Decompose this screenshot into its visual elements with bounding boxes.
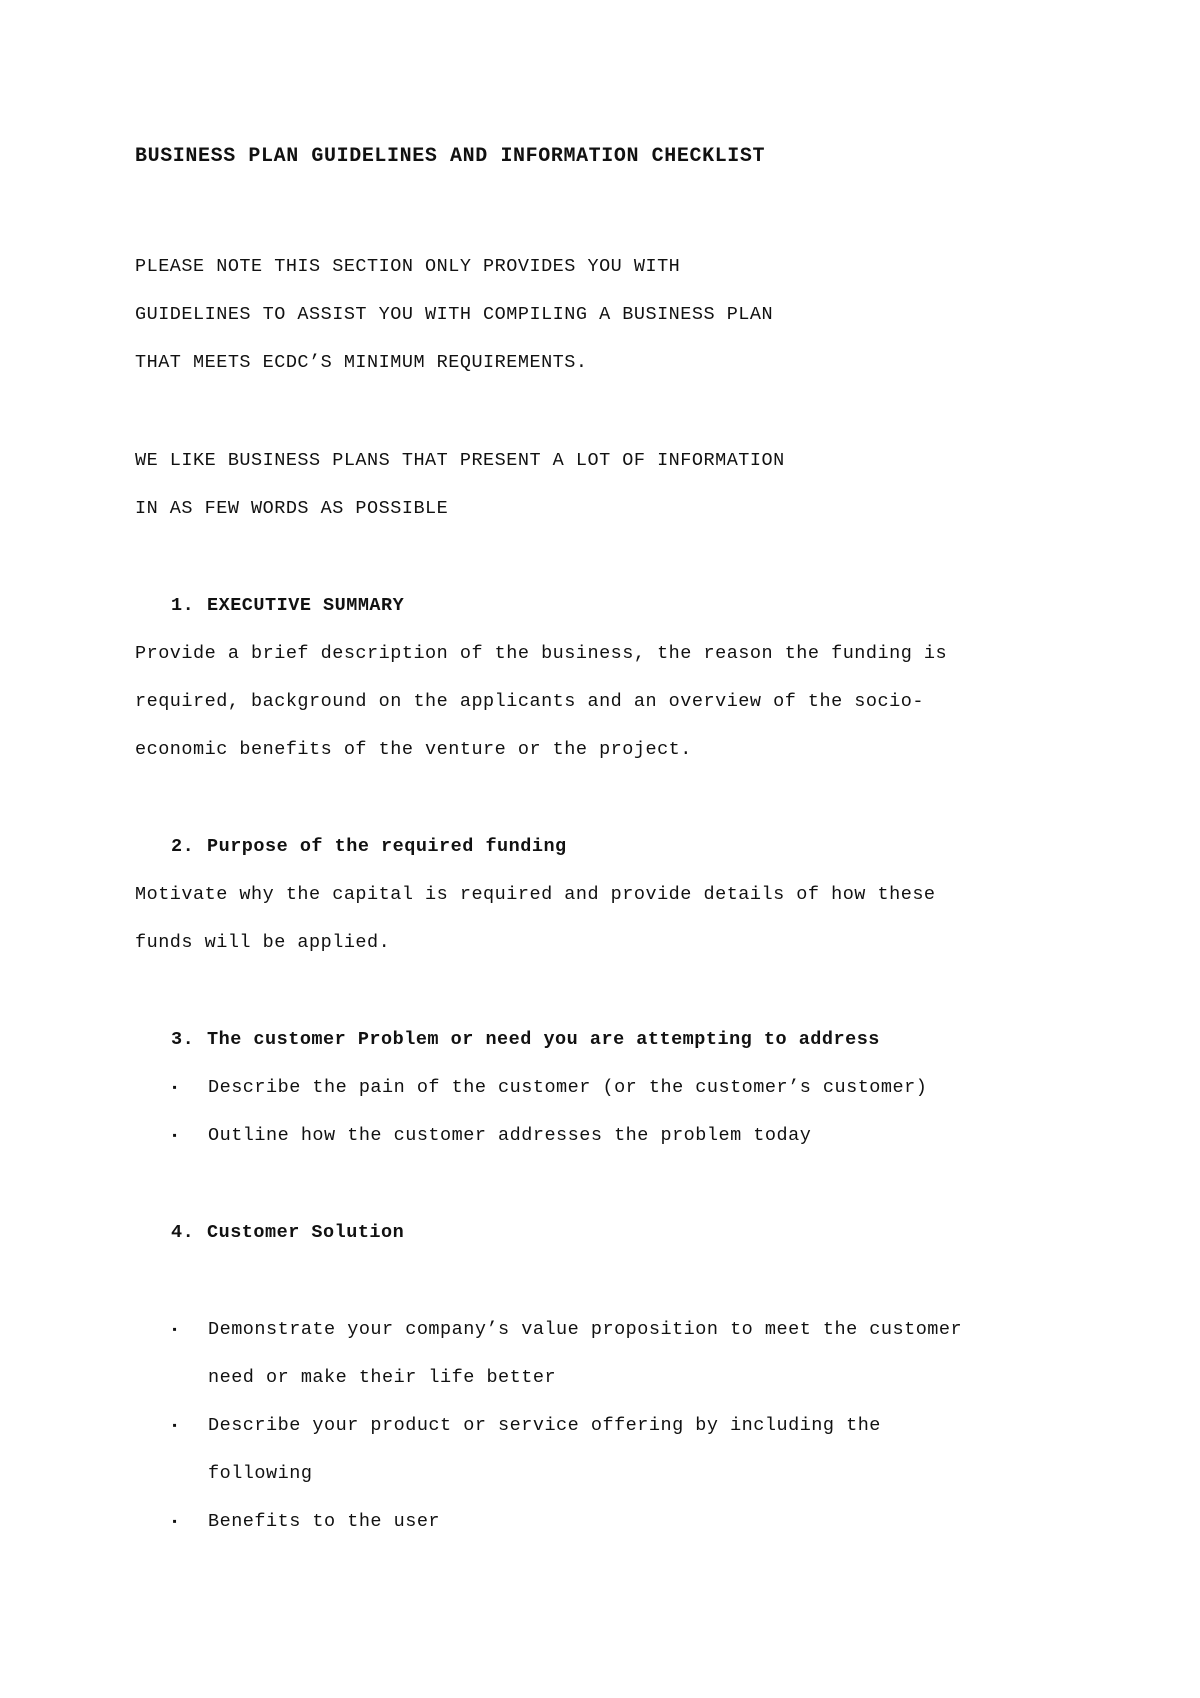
list-item-text: Describe your product or service offering by including the <box>208 1415 881 1436</box>
bullet-icon: ▪ <box>171 1323 179 1337</box>
section-number: 3. <box>171 1029 195 1050</box>
bullet-icon: ▪ <box>171 1419 179 1433</box>
note-line: PLEASE NOTE THIS SECTION ONLY PROVIDES YOU WITH <box>135 256 681 277</box>
note-line: THAT MEETS ECDC’S MINIMUM REQUIREMENTS. <box>135 352 588 373</box>
section-number: 1. <box>171 595 195 616</box>
section-body-line: funds will be applied. <box>135 932 391 953</box>
section-body-line: economic benefits of the venture or the project. <box>135 739 692 760</box>
bullet-icon: ▪ <box>171 1129 179 1143</box>
section-body-line: Provide a brief description of the business, the reason the funding is <box>135 643 948 664</box>
list-item <box>171 1510 441 1606</box>
list-item-text: Describe the pain of the customer (or the customer’s customer) <box>208 1077 928 1098</box>
list-item-text: Demonstrate your company’s value proposition to meet the customer <box>208 1319 963 1340</box>
like-line: WE LIKE BUSINESS PLANS THAT PRESENT A LOT OF INFORMATION <box>135 450 785 471</box>
bullet-icon: ▪ <box>171 1515 179 1529</box>
list-item-text: Outline how the customer addresses the problem today <box>208 1125 812 1146</box>
like-line: IN AS FEW WORDS AS POSSIBLE <box>135 498 449 519</box>
section-heading-text: Customer Solution <box>207 1222 405 1243</box>
bullet-icon: ▪ <box>171 1081 179 1095</box>
section-heading-purpose <box>171 835 567 859</box>
list-item-text: need or make their life better <box>208 1367 557 1388</box>
document-title: BUSINESS PLAN GUIDELINES AND INFORMATION CHECKLIST <box>135 145 766 168</box>
list-item <box>171 1124 812 1220</box>
section-heading-executive-summary <box>171 594 404 618</box>
section-number: 4. <box>171 1222 195 1243</box>
section-heading-customer-solution <box>171 1221 404 1245</box>
section-body-line: required, background on the applicants and an overview of the socio- <box>135 691 924 712</box>
section-number: 2. <box>171 836 195 857</box>
section-heading-text: The customer Problem or need you are attempting to address <box>207 1029 880 1050</box>
section-body-line: Motivate why the capital is required and provide details of how these <box>135 884 936 905</box>
note-line: GUIDELINES TO ASSIST YOU WITH COMPILING A BUSINESS PLAN <box>135 304 774 325</box>
list-item-text: Benefits to the user <box>208 1511 441 1532</box>
list-item-text: following <box>208 1463 313 1484</box>
section-heading-text: EXECUTIVE SUMMARY <box>207 595 405 616</box>
section-heading-text: Purpose of the required funding <box>207 836 567 857</box>
section-heading-customer-problem <box>171 1028 880 1052</box>
